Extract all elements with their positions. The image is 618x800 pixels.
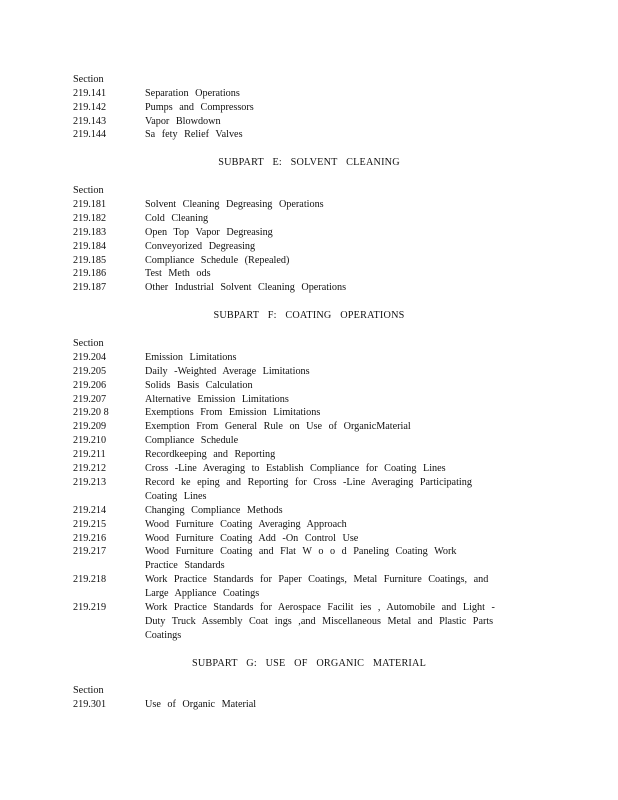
- section-number: 219.211: [73, 449, 106, 460]
- section-number: 219.204: [73, 352, 107, 363]
- section-title: Test Meth ods: [145, 268, 211, 279]
- section-label: Section: [73, 685, 104, 696]
- section-title: Vapor Blowdown: [145, 116, 221, 127]
- section-title: Compliance Schedule (Repealed): [145, 255, 290, 266]
- section-title: Cross -Line Averaging to Establish Compliance for Coating Lines: [145, 463, 446, 474]
- section-number: 219.206: [73, 380, 107, 391]
- section-title: Pumps and Compressors: [145, 102, 254, 113]
- section-title: Open Top Vapor Degreasing: [145, 227, 273, 238]
- section-number: 219.219: [73, 602, 107, 613]
- section-title: Conveyorized Degreasing: [145, 241, 256, 252]
- section-number: 219.218: [73, 574, 107, 585]
- section-title: Compliance Schedule: [145, 435, 239, 446]
- section-number: 219.214: [73, 505, 107, 516]
- section-number: 219.207: [73, 394, 107, 405]
- section-number: 219.213: [73, 477, 107, 488]
- section-label: Section: [73, 338, 104, 349]
- section-title: Exemptions From Emission Limitations: [145, 407, 321, 418]
- section-title: Solvent Cleaning Degreasing Operations: [145, 199, 324, 210]
- section-number: 219.144: [73, 129, 107, 140]
- section-number: 219.210: [73, 435, 107, 446]
- section-number: 219.209: [73, 421, 107, 432]
- subpart-heading: SUBPART G: USE OF ORGANIC MATERIAL: [191, 658, 427, 669]
- section-label: Section: [73, 74, 104, 85]
- section-number: 219.187: [73, 282, 107, 293]
- section-title: Wood Furniture Coating Averaging Approach: [145, 519, 347, 530]
- section-number: 219.185: [73, 255, 107, 266]
- section-title: Other Industrial Solvent Cleaning Operations: [145, 282, 347, 293]
- section-title: Changing Compliance Methods: [145, 505, 283, 516]
- section-title: Cold Cleaning: [145, 213, 209, 224]
- section-title: Recordkeeping and Reporting: [145, 449, 276, 460]
- section-title: Alternative Emission Limitations: [145, 394, 289, 405]
- section-number: 219.182: [73, 213, 107, 224]
- section-number: 219.143: [73, 116, 107, 127]
- section-number: 219.212: [73, 463, 107, 474]
- section-number: 219.217: [73, 546, 107, 557]
- section-title: Separation Operations: [145, 88, 240, 99]
- section-title: Solids Basis Calculation: [145, 380, 253, 391]
- section-title: Record ke eping and Reporting for Cross -Line Averaging Participating Coating Lines: [145, 477, 472, 502]
- subpart-heading: SUBPART E: SOLVENT CLEANING: [218, 157, 400, 168]
- section-number: 219.181: [73, 199, 107, 210]
- section-title: Exemption From General Rule on Use of OrganicMaterial: [145, 421, 411, 432]
- section-title: Daily -Weighted Average Limitations: [145, 366, 310, 377]
- section-number: 219.184: [73, 241, 107, 252]
- section-title: Work Practice Standards for Aerospace Facilit ies , Automobile and Light - Duty Truck Assembly Coat ings ,and Miscellaneous Metal and Plastic Parts Coatings: [145, 602, 495, 641]
- section-title: Wood Furniture Coating Add -On Control Use: [145, 533, 359, 544]
- section-title: Work Practice Standards for Paper Coatings, Metal Furniture Coatings, and Large Appliance Coatings: [145, 574, 489, 599]
- section-number: 219.186: [73, 268, 107, 279]
- section-title: Sa fety Relief Valves: [145, 129, 243, 140]
- section-number: 219.183: [73, 227, 107, 238]
- section-title: Emission Limitations: [145, 352, 237, 363]
- section-title: Use of Organic Material: [145, 699, 257, 710]
- section-number: 219.205: [73, 366, 107, 377]
- section-label: Section: [73, 185, 104, 196]
- section-number: 219.215: [73, 519, 107, 530]
- section-number: 219.216: [73, 533, 107, 544]
- section-title: Wood Furniture Coating and Flat W o o d Paneling Coating Work Practice Standards: [145, 546, 457, 571]
- subpart-heading: SUBPART F: COATING OPERATIONS: [213, 310, 405, 321]
- section-number: 219.141: [73, 88, 107, 99]
- section-number: 219.301: [73, 699, 107, 710]
- section-number: 219.142: [73, 102, 107, 113]
- section-number: 219.20 8: [73, 407, 109, 418]
